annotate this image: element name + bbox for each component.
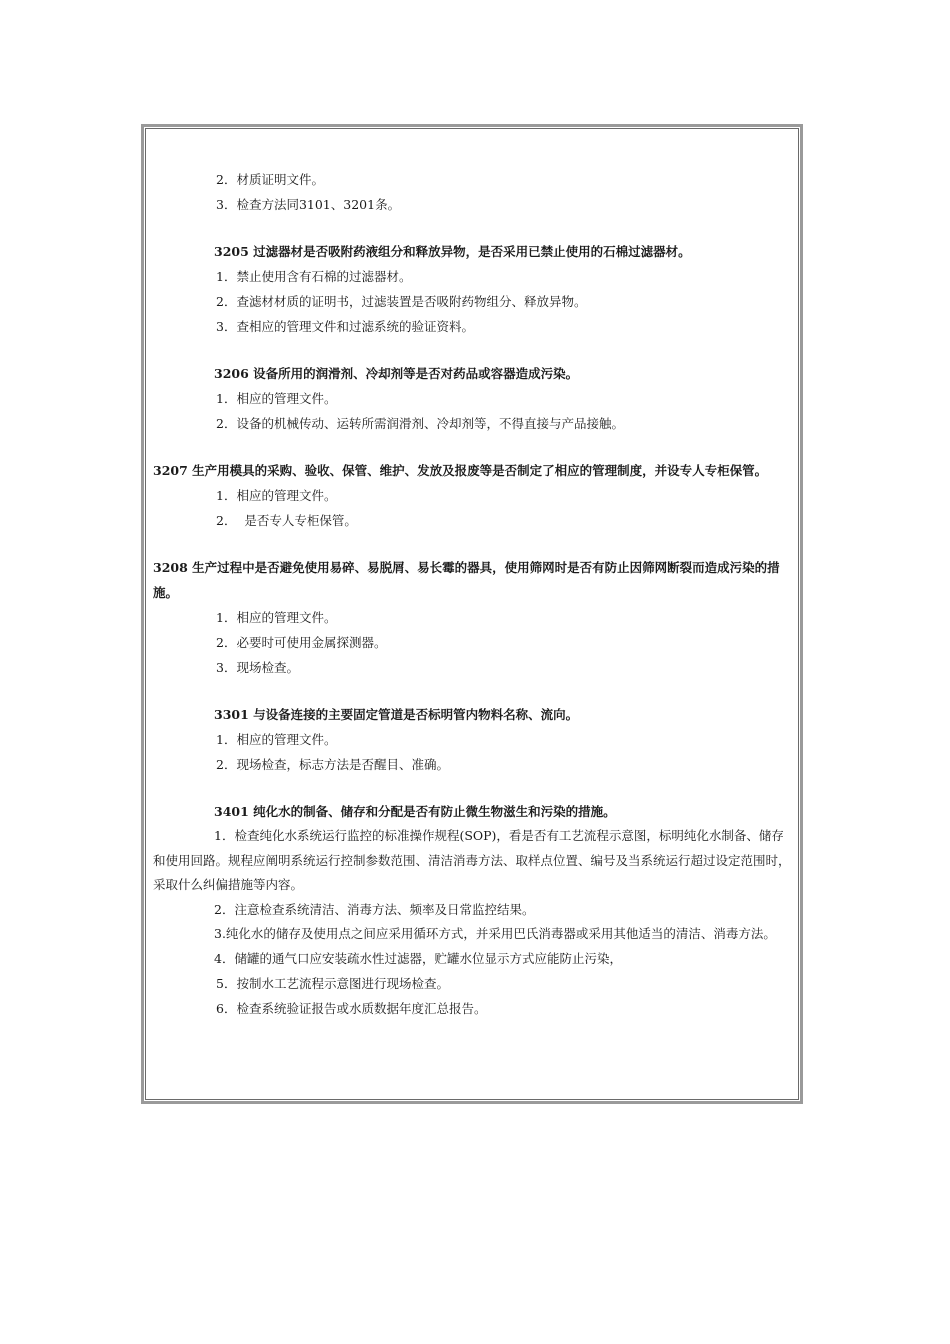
list-item: 3．现场检查。 [216, 660, 299, 675]
list-item: 2．设备的机械传动、运转所需润滑剂、冷却剂等，不得直接与产品接触。 [216, 416, 624, 431]
list-item: 4．储罐的通气口应安装疏水性过滤器，贮罐水位显示方式应能防止污染， [214, 950, 622, 966]
section-heading-3208: 3208 生产过程中是否避免使用易碎、易脱屑、易长霉的器具，使用筛网时是否有防止因筛网断裂而造成污染的措施。 [153, 560, 780, 600]
list-item: 1．相应的管理文件。 [216, 610, 337, 625]
list-item: 1．相应的管理文件。 [216, 732, 337, 747]
list-item: 2． 是否专人专柜保管。 [216, 513, 357, 528]
list-item: 2．必要时可使用金属探测器。 [216, 635, 387, 650]
document-frame [141, 124, 803, 1104]
list-item: 1．检查纯化水系统运行监控的标准操作规程(SOP)，看是否有工艺流程示意图，标明纯化水制备、储存和使用回路。规程应阐明系统运行控制参数范围、清洁消毒方法、取样点位置、编号及当系统运行超过设定范围时，采取什么纠偏措施等内容。 [153, 828, 791, 892]
list-item: 3．查相应的管理文件和过滤系统的验证资料。 [216, 319, 474, 334]
list-item: 1．相应的管理文件。 [216, 391, 337, 406]
list-item: 2．现场检查，标志方法是否醒目、准确。 [216, 757, 449, 772]
section-heading-3401: 3401 纯化水的制备、储存和分配是否有防止微生物滋生和污染的措施。 [214, 804, 616, 819]
list-item: 5．按制水工艺流程示意图进行现场检查。 [216, 976, 449, 991]
list-item: 1．相应的管理文件。 [216, 488, 337, 503]
section-heading-3207: 3207 生产用模具的采购、验收、保管、维护、发放及报废等是否制定了相应的管理制度，并设专人专柜保管。 [153, 463, 768, 478]
list-item: 2．查滤材材质的证明书，过滤装置是否吸附药物组分、释放异物。 [216, 294, 587, 309]
list-item: 2．材质证明文件。 [216, 172, 324, 187]
list-item: 6．检查系统验证报告或水质数据年度汇总报告。 [216, 1001, 487, 1016]
section-heading-3301: 3301 与设备连接的主要固定管道是否标明管内物料名称、流向。 [214, 707, 579, 722]
section-heading-3206: 3206 设备所用的润滑剂、冷却剂等是否对药品或容器造成污染。 [214, 366, 579, 381]
document-content [153, 167, 792, 1021]
list-item: 1．禁止使用含有石棉的过滤器材。 [216, 269, 412, 284]
list-item: 3.纯化水的储存及使用点之间应采用循环方式，并采用巴氏消毒器或采用其他适当的清洁、消毒方法。 [214, 926, 776, 941]
list-item: 2．注意检查系统清洁、消毒方法、频率及日常监控结果。 [214, 901, 535, 917]
section-heading-3205: 3205 过滤器材是否吸附药液组分和释放异物，是否采用已禁止使用的石棉过滤器材。 [214, 244, 691, 259]
list-item: 3．检查方法同3101、3201条。 [216, 197, 401, 212]
